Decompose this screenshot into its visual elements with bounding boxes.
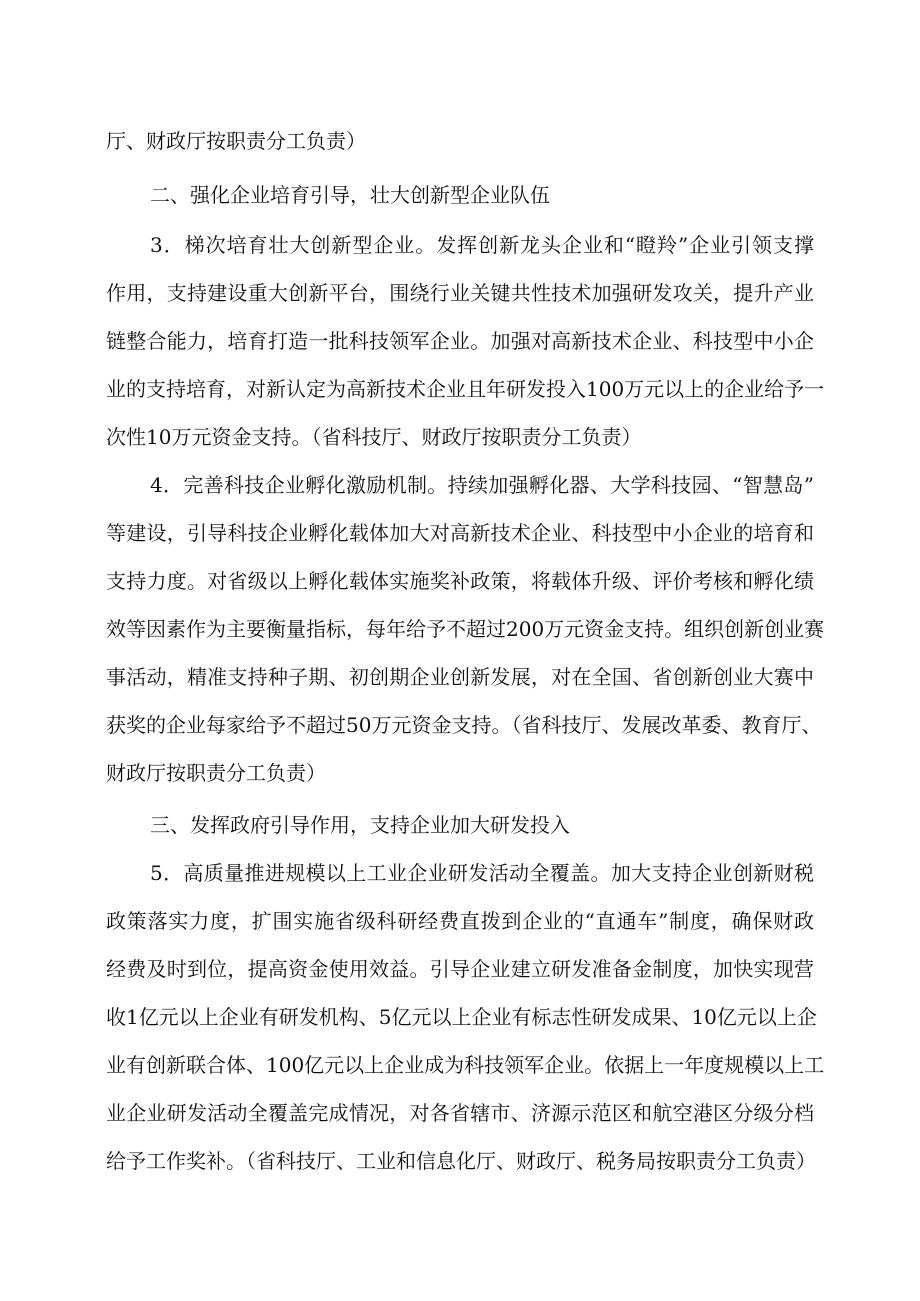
text-line: 财政厅按职责分工负责） <box>106 761 326 785</box>
text-line: 收1亿元以上企业有研发机构、5亿元以上企业有标志性研发成果、10亿元以上企 <box>106 1005 817 1029</box>
text-line: 事活动，精准支持种子期、初创期企业创新发展，对在全国、省创新创业大赛中 <box>106 665 814 689</box>
text-line: 厅、财政厅按职责分工负责） <box>106 129 366 153</box>
text-line: 业有创新联合体、100亿元以上企业成为科技领军企业。依据上一年度规模以上工 <box>106 1053 825 1077</box>
text-line: 业的支持培育，对新认定为高新技术企业且年研发投入100万元以上的企业给予一 <box>106 377 825 401</box>
text-line: 等建设，引导科技企业孵化载体加大对高新技术企业、科技型中小企业的培育和 <box>106 521 814 545</box>
text-line: 5．高质量推进规模以上工业企业研发活动全覆盖。加大支持企业创新财税 <box>150 861 814 885</box>
text-line: 次性10万元资金支持。（省科技厅、财政厅按职责分工负责） <box>106 425 642 449</box>
text-line: 4．完善科技企业孵化激励机制。持续加强孵化器、大学科技园、“智慧岛” <box>150 473 814 497</box>
text-line: 3．梯次培育壮大创新型企业。发挥创新龙头企业和“瞪羚”企业引领支撑 <box>150 233 814 257</box>
text-line: 经费及时到位，提高资金使用效益。引导企业建立研发准备金制度，加快实现营 <box>106 957 814 981</box>
section-heading: 二、强化企业培育引导，壮大创新型企业队伍 <box>150 183 550 207</box>
text-line: 链整合能力，培育打造一批科技领军企业。加强对高新技术企业、科技型中小企 <box>106 329 814 353</box>
text-line: 业企业研发活动全覆盖完成情况，对各省辖市、济源示范区和航空港区分级分档 <box>106 1101 814 1125</box>
text-line: 效等因素作为主要衡量指标，每年给予不超过200万元资金支持。组织创新创业赛 <box>106 617 825 641</box>
text-line: 作用，支持建设重大创新平台，围绕行业关键共性技术加强研发攻关，提升产业 <box>106 281 814 305</box>
section-heading: 三、发挥政府引导作用，支持企业加大研发投入 <box>150 813 570 837</box>
text-line: 政策落实力度，扩围实施省级科研经费直拨到企业的“直通车”制度，确保财政 <box>106 909 814 933</box>
text-line: 获奖的企业每家给予不超过50万元资金支持。（省科技厅、发展改革委、教育厅、 <box>106 713 822 737</box>
text-line: 支持力度。对省级以上孵化载体实施奖补政策，将载体升级、评价考核和孵化绩 <box>106 569 814 593</box>
text-line: 给予工作奖补。（省科技厅、工业和信息化厅、财政厅、税务局按职责分工负责） <box>106 1149 816 1173</box>
